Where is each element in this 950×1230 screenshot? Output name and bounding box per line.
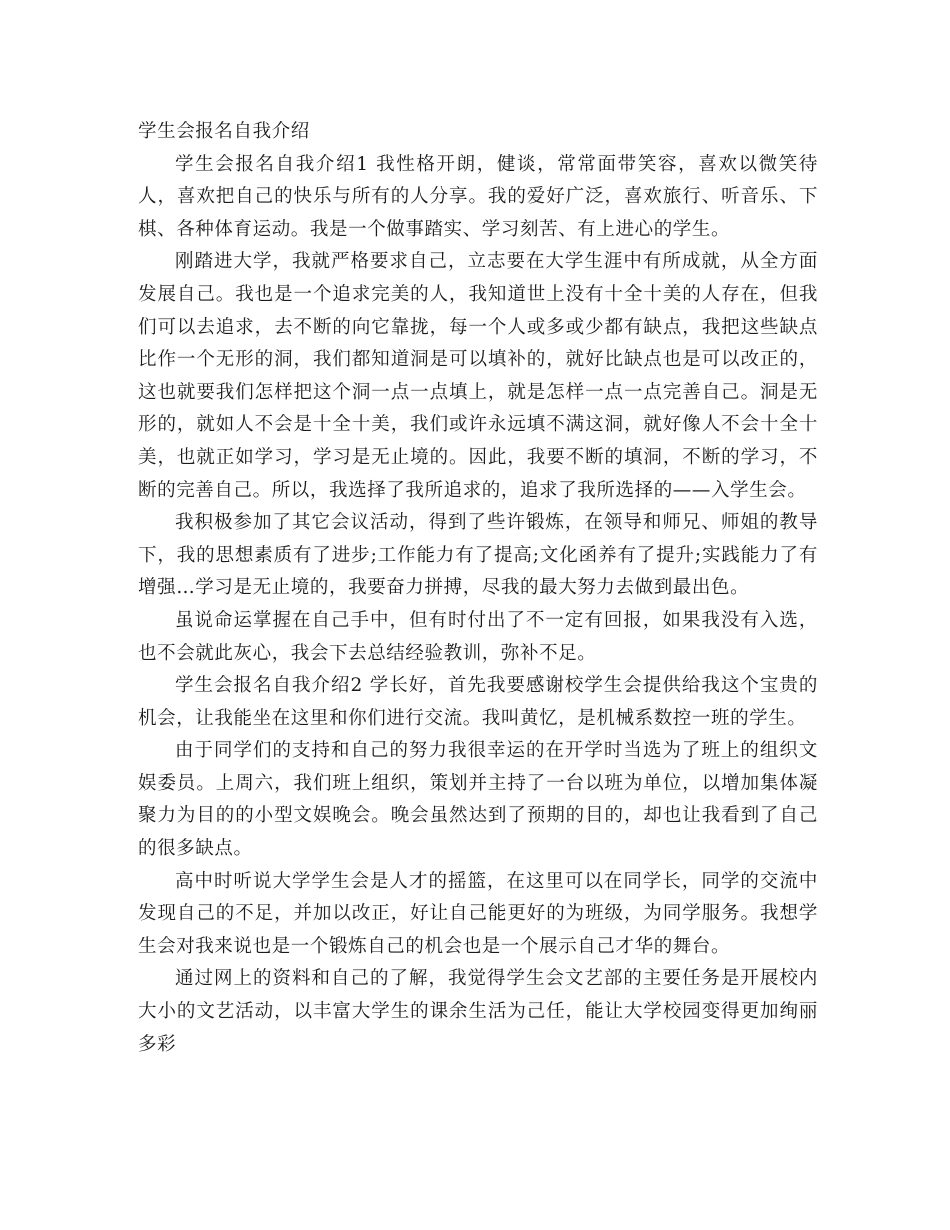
paragraph-4: 虽说命运掌握在自己手中，但有时付出了不一定有回报，如果我没有入选，也不会就此灰心，我会下去总结经验教训，弥补不足。 (138, 609, 818, 664)
document-body (138, 116, 818, 1061)
document-title: 学生会报名自我介绍 (138, 121, 310, 142)
paragraph-7: 高中时听说大学学生会是人才的摇篮，在这里可以在同学长，同学的交流中发现自己的不足，并加以改正，好让自己能更好的为班级，为同学服务。我想学生会对我来说也是一个锻炼自己的机会也是一个展示自己才华的舞台。 (138, 870, 818, 957)
paragraph-3: 我积极参加了其它会议活动，得到了些许锻炼，在领导和师兄、师姐的教导下，我的思想素质有了进步;工作能力有了提高;文化函养有了提升;实践能力了有增强…学习是无止境的，我要奋力拼搏，尽我的最大努力去做到最出色。 (138, 512, 818, 599)
paragraph-2: 刚踏进大学，我就严格要求自己，立志要在大学生涯中有所成就，从全方面发展自己。我也是一个追求完美的人，我知道世上没有十全十美的人存在，但我们可以去追求，去不断的向它靠拢，每一个人或多或少都有缺点，我把这些缺点比作一个无形的洞，我们都知道洞是可以填补的，就好比缺点也是可以改正的，这也就要我们怎样把这个洞一点一点填上，就是怎样一点一点完善自己。洞是无形的，就如人不会是十全十美，我们或许永远填不满这洞，就好像人不会十全十美，也就正如学习，学习是无止境的。因此，我要不断的填洞，不断的学习，不断的完善自己。所以，我选择了我所追求的，追求了我所选择的——入学生会。 (138, 251, 818, 501)
paragraph-8: 通过网上的资料和自己的了解，我觉得学生会文艺部的主要任务是开展校内大小的文艺活动，以丰富大学生的课余生活为己任，能让大学校园变得更加绚丽多彩 (138, 968, 818, 1055)
paragraph-5: 学生会报名自我介绍2 学长好，首先我要感谢校学生会提供给我这个宝贵的机会，让我能坐在这里和你们进行交流。我叫黄忆，是机械系数控一班的学生。 (138, 675, 818, 729)
paragraph-6: 由于同学们的支持和自己的努力我很幸运的在开学时当选为了班上的组织文娱委员。上周六，我们班上组织，策划并主持了一台以班为单位，以增加集体凝聚力为目的的小型文娱晚会。晚会虽然达到了预期的目的，却也让我看到了自己的很多缺点。 (138, 740, 818, 860)
paragraph-1: 学生会报名自我介绍1 我性格开朗，健谈，常常面带笑容，喜欢以微笑待人，喜欢把自己的快乐与所有的人分享。我的爱好广泛，喜欢旅行、听音乐、下棋、各种体育运动。我是一个做事踏实、学习刻苦、有上进心的学生。 (138, 153, 818, 240)
